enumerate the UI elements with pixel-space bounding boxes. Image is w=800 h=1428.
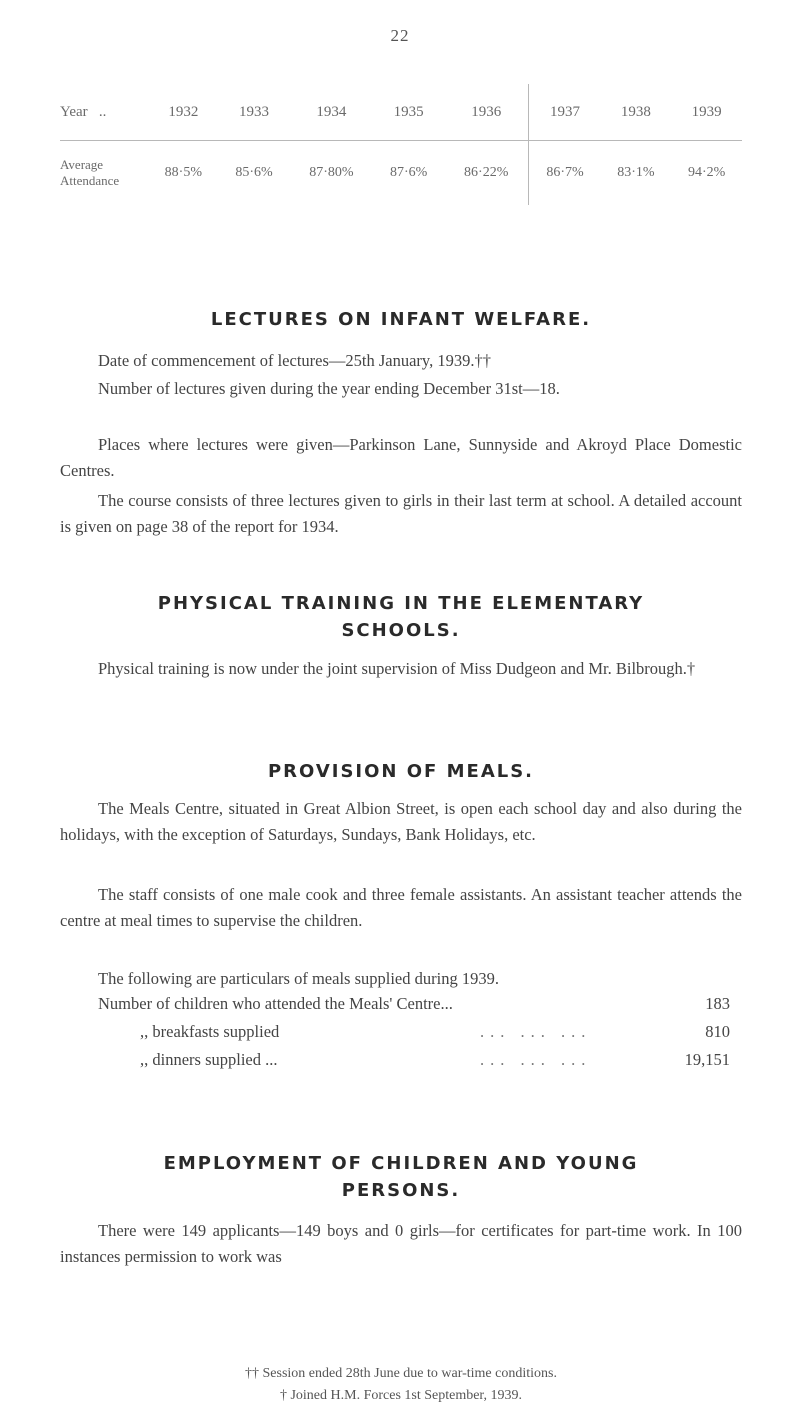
lectures-course: The course consists of three lectures given to girls in their last term at school. A detailed account is given on page 38 of the report for 1934. xyxy=(60,491,742,536)
physical-heading-line1: PHYSICAL TRAINING IN THE ELEMENTARY xyxy=(157,593,645,614)
attendance-label-line2: Attendance xyxy=(60,173,120,188)
lectures-heading: LECTURES ON INFANT WELFARE. xyxy=(210,309,592,330)
lectures-date: Date of commencement of lectures—25th January, 1939.†† xyxy=(98,351,491,370)
lectures-number: Number of lectures given during the year ending December 31st—18. xyxy=(98,379,560,398)
year-cell: 1932 xyxy=(168,103,199,120)
year-cell: 1935 xyxy=(393,103,424,120)
year-cell: 1936 xyxy=(471,103,502,120)
meals-row-dinners xyxy=(60,1050,742,1078)
meals-row-value: 183 xyxy=(705,994,730,1013)
year-cell: 1937 xyxy=(529,84,601,141)
attendance-cell: 94·2% xyxy=(671,141,742,206)
meals-row-dots: ... ... ... xyxy=(480,1050,592,1069)
year-cell: 1938 xyxy=(620,103,651,120)
attendance-cell: 85·6% xyxy=(219,141,290,206)
meals-row-label: ,, breakfasts supplied xyxy=(140,1022,280,1041)
employment-heading-line1: EMPLOYMENT OF CHILDREN AND YOUNG xyxy=(163,1153,639,1174)
meals-row-label: Number of children who attended the Meals' Centre... xyxy=(98,994,453,1013)
meals-row-breakfasts xyxy=(60,1022,742,1050)
year-dots: .. xyxy=(98,103,107,120)
meals-centre-text: The Meals Centre, situated in Great Albion Street, is open each school day and also during the holidays, with the exception of Saturdays, Sundays, Bank Holidays, etc. xyxy=(60,799,742,844)
attendance-cell: 83·1% xyxy=(601,141,672,206)
attendance-cell: 87·80% xyxy=(289,141,373,206)
footnote-forces: † Joined H.M. Forces 1st September, 1939. xyxy=(279,1388,523,1403)
attendance-cell: 86·22% xyxy=(444,141,529,206)
meals-row-children xyxy=(60,994,742,1022)
year-label xyxy=(60,84,148,141)
employment-heading-line2: PERSONS. xyxy=(341,1180,461,1201)
attendance-label-line1: Average xyxy=(60,157,104,172)
meals-particulars-text: The following are particulars of meals supplied during 1939. xyxy=(98,969,499,988)
meals-row-value: 19,151 xyxy=(684,1050,730,1069)
attendance-cell: 87·6% xyxy=(373,141,444,206)
meals-heading: PROVISION OF MEALS. xyxy=(267,761,535,782)
attendance-row xyxy=(60,141,742,206)
meals-row-value: 810 xyxy=(705,1022,730,1041)
meals-row-dots: ... ... ... xyxy=(480,1022,592,1041)
lectures-places: Places where lectures were given—Parkinson Lane, Sunnyside and Akroyd Place Domestic Centres. xyxy=(60,435,742,480)
physical-text: Physical training is now under the joint supervision of Miss Dudgeon and Mr. Bilbrough.† xyxy=(98,659,696,678)
attendance-table xyxy=(60,84,742,205)
year-cell: 1934 xyxy=(316,103,347,120)
year-row xyxy=(60,84,742,141)
year-cell: 1933 xyxy=(239,103,270,120)
attendance-label xyxy=(60,141,148,206)
year-label-text: Year xyxy=(60,103,88,120)
physical-heading-line2: SCHOOLS. xyxy=(341,620,461,641)
footnote-session: †† Session ended 28th June due to war-time conditions. xyxy=(245,1366,557,1381)
page-number: 22 xyxy=(390,26,410,45)
attendance-cell: 86·7% xyxy=(529,141,601,206)
employment-text: There were 149 applicants—149 boys and 0 girls—for certificates for part-time work. In 100 instances permission to work was xyxy=(60,1221,742,1266)
meals-row-label: ,, dinners supplied ... xyxy=(140,1050,278,1069)
meals-staff-text: The staff consists of one male cook and three female assistants. An assistant teacher attends the centre at meal times to supervise the children. xyxy=(60,885,742,930)
year-cell: 1939 xyxy=(691,103,722,120)
attendance-cell: 88·5% xyxy=(148,141,219,206)
